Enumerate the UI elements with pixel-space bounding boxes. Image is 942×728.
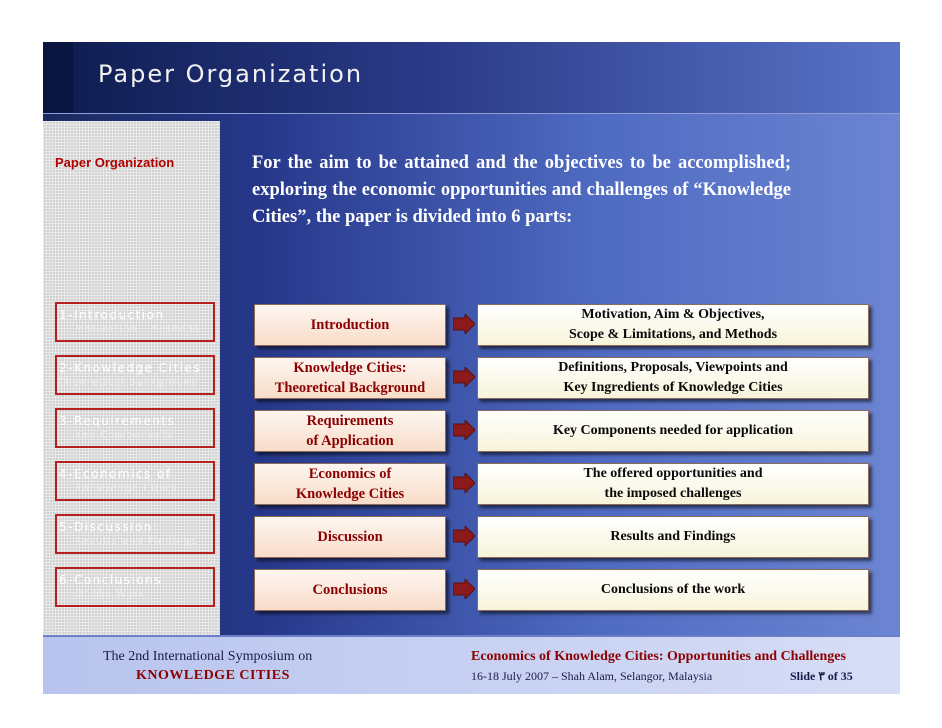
- sidebar-item-conclusions[interactable]: [55, 567, 215, 607]
- arrow-right-icon: [453, 526, 475, 546]
- footer-symposium: The 2nd International Symposium on: [103, 649, 313, 664]
- detail-line: Definitions, Proposals, Viewpoints and: [558, 360, 788, 375]
- arrow-right-icon: [453, 420, 475, 440]
- sidebar-item-introduction[interactable]: [55, 302, 215, 342]
- part-box-conclusions: [254, 569, 446, 611]
- sidebar-item-requirements[interactable]: [55, 408, 215, 448]
- part-label: Introduction: [310, 317, 390, 333]
- part-label: Knowledge Cities:: [293, 360, 407, 376]
- sidebar-item-economics[interactable]: [55, 461, 215, 501]
- arrow-right-icon: [453, 473, 475, 493]
- part-label: Economics of: [308, 466, 392, 482]
- page-title: Paper Organization: [98, 60, 364, 88]
- detail-line: Motivation, Aim & Objectives,: [581, 307, 765, 322]
- part-box-discussion: [254, 516, 446, 558]
- part-label: Conclusions: [312, 582, 388, 598]
- part-box-introduction: [254, 304, 446, 346]
- detail-box-requirements: [477, 410, 869, 452]
- part-label: Knowledge Cities: [295, 486, 405, 502]
- arrow-right-icon: [453, 367, 475, 387]
- sidebar-item-subtitle: Of the Work: [75, 589, 146, 600]
- part-label: Theoretical Background: [274, 380, 426, 396]
- detail-line: the imposed challenges: [604, 486, 742, 501]
- detail-box-introduction: [477, 304, 869, 346]
- sidebar-item-discussion[interactable]: [55, 514, 215, 554]
- sidebar-item-title: 3-Requirements: [59, 414, 176, 428]
- part-label: Discussion: [317, 529, 383, 545]
- sidebar-item-title: 6-Conclusions: [59, 573, 163, 587]
- slide: [43, 42, 900, 694]
- sidebar-item-title: 5-Discussion:: [59, 520, 159, 534]
- intro-paragraph: For the aim to be attained and the objectives to be accomplished; exploring the economic opportunities and challenges of “Knowledge Cities”, the paper is divided into 6 parts:: [252, 153, 791, 227]
- title-corner-block: [43, 42, 73, 113]
- part-box-knowledge-cities: [254, 357, 446, 399]
- detail-line: Conclusions of the work: [600, 582, 746, 597]
- sidebar-item-subtitle: Key Components: [75, 430, 174, 441]
- title-band: [43, 42, 900, 114]
- sidebar-heading: Paper Organization: [55, 155, 175, 170]
- arrow-right-icon: [453, 579, 475, 599]
- sidebar-item-subtitle: Theoretical Background: [58, 377, 199, 388]
- detail-box-discussion: [477, 516, 869, 558]
- part-label: of Application: [306, 433, 394, 449]
- sidebar-item-subtitle: Results and Findings: [75, 536, 198, 547]
- detail-line: Results and Findings: [610, 529, 736, 544]
- footer-date-location: 16-18 July 2007 – Shah Alam, Selangor, Malaysia: [471, 669, 713, 683]
- detail-box-knowledge-cities: [477, 357, 869, 399]
- arrow-right-icon: [453, 314, 475, 334]
- sidebar-item-subtitle: Knowledge Cities: [75, 483, 177, 494]
- part-label: Requirements: [306, 413, 394, 429]
- sidebar-item-knowledge-cities[interactable]: [55, 355, 215, 395]
- detail-box-economics: [477, 463, 869, 505]
- footer: [43, 635, 900, 694]
- footer-symposium-name: KNOWLEDGE CITIES: [136, 668, 290, 683]
- sidebar-item-subtitle: Motivation...Methods: [75, 324, 200, 335]
- part-box-requirements: [254, 410, 446, 452]
- sidebar-item-title: 1-Introduction: [59, 308, 165, 322]
- detail-line: Scope & Limitations, and Methods: [568, 327, 778, 342]
- detail-box-conclusions: [477, 569, 869, 611]
- part-box-economics: [254, 463, 446, 505]
- sidebar-item-title: 4-Economics of: [59, 467, 172, 481]
- footer-paper-title: Economics of Knowledge Cities: Opportunities and Challenges: [471, 649, 846, 664]
- detail-line: The offered opportunities and: [583, 466, 763, 481]
- detail-line: Key Ingredients of Knowledge Cities: [563, 380, 783, 395]
- detail-line: Key Components needed for application: [552, 423, 794, 438]
- sidebar-item-title: 2-Knowledge Cities: [59, 361, 202, 375]
- slide-number: Slide ٣ of 35: [790, 669, 853, 683]
